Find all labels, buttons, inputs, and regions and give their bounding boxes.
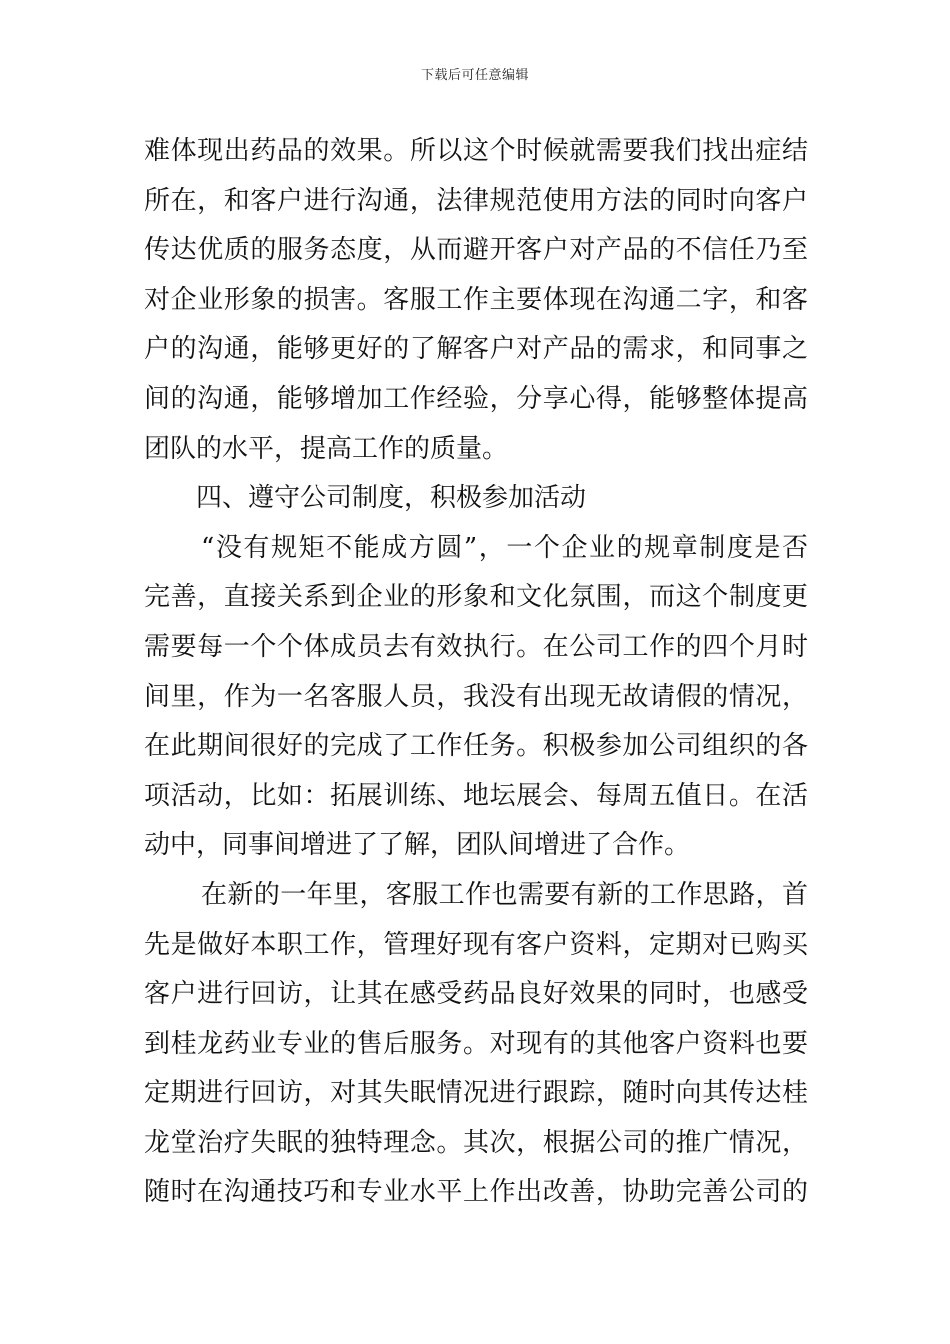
text-line: 龙堂治疗失眠的独特理念。其次，根据公司的推广情况， xyxy=(144,1127,808,1158)
text-line: 在新的一年里，客服工作也需要有新的工作思路，首 xyxy=(201,879,808,910)
document-body xyxy=(144,127,808,1218)
text-line: 传达优质的服务态度，从而避开客户对产品的不信任乃至 xyxy=(144,235,808,266)
text-line: 户的沟通，能够更好的了解客户对产品的需求，和同事之 xyxy=(144,334,808,365)
text-line: 随时在沟通技巧和专业水平上作出改善，协助完善公司的 xyxy=(144,1177,808,1208)
page-header-note: 下载后可任意编辑 xyxy=(420,68,529,83)
text-line: 到桂龙药业专业的售后服务。对现有的其他客户资料也要 xyxy=(144,1028,808,1059)
text-line: 间的沟通，能够增加工作经验，分享心得，能够整体提高 xyxy=(144,383,808,414)
text-line: 对企业形象的损害。客服工作主要体现在沟通二字，和客 xyxy=(144,284,808,315)
text-line: 动中，同事间增进了了解，团队间增进了合作。 xyxy=(144,830,691,861)
text-line: 需要每一个个体成员去有效执行。在公司工作的四个月时 xyxy=(144,631,808,662)
text-line: 项活动，比如：拓展训练、地坛展会、每周五值日。在活 xyxy=(144,780,808,811)
text-line: 完善，直接关系到企业的形象和文化氛围，而这个制度更 xyxy=(144,582,808,613)
text-line: 难体现出药品的效果。所以这个时候就需要我们找出症结 xyxy=(144,136,808,166)
text-line: 定期进行回访，对其失眠情况进行跟踪，随时向其传达桂 xyxy=(144,1078,808,1109)
text-line: 间里，作为一名客服人员，我没有出现无故请假的情况， xyxy=(144,681,808,712)
text-line: 客户进行回访，让其在感受药品良好效果的同时，也感受 xyxy=(144,979,808,1010)
text-line: “没有规矩不能成方圆”，一个企业的规章制度是否 xyxy=(201,532,808,563)
section-heading: 四、遵守公司制度，积极参加活动 xyxy=(196,483,587,514)
text-line: 团队的水平，提高工作的质量。 xyxy=(144,433,509,464)
text-line: 在此期间很好的完成了工作任务。积极参加公司组织的各 xyxy=(144,731,808,762)
text-line: 先是做好本职工作，管理好现有客户资料，定期对已购买 xyxy=(144,929,808,960)
text-line: 所在，和客户进行沟通，法律规范使用方法的同时向客户 xyxy=(144,185,808,216)
